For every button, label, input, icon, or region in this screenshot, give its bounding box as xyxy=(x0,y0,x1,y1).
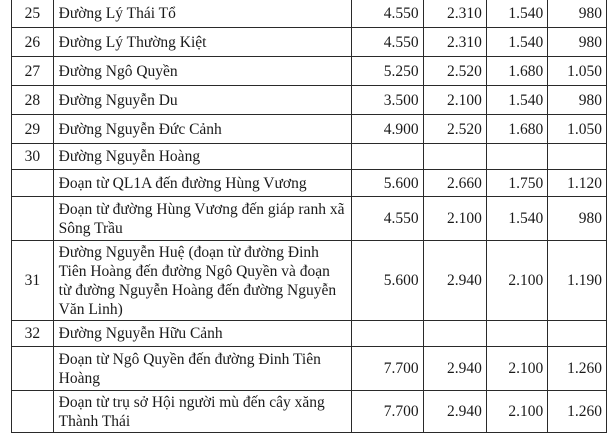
price-1: 7.700 xyxy=(352,347,423,391)
price-4: 1.260 xyxy=(548,347,607,391)
price-2: 2.100 xyxy=(423,86,486,115)
row-number: 29 xyxy=(12,115,54,144)
row-number: 30 xyxy=(12,144,54,170)
table-row xyxy=(12,170,607,197)
street-name: Đường Nguyễn Hoàng xyxy=(53,144,351,170)
row-number xyxy=(12,391,54,433)
street-name: Đường Nguyễn Đức Cảnh xyxy=(53,115,351,144)
price-1: 3.500 xyxy=(352,86,423,115)
price-4: 1.260 xyxy=(548,391,607,433)
street-segment: Đoạn từ Ngô Quyền đến đường Đinh Tiên Hoàng xyxy=(53,347,351,391)
price-1: 5.600 xyxy=(352,241,423,321)
row-number xyxy=(12,197,54,241)
price-table-container xyxy=(11,0,607,433)
land-price-table xyxy=(11,0,607,433)
price-1: 5.600 xyxy=(352,170,423,197)
price-3: 2.100 xyxy=(486,347,547,391)
street-name: Đường Nguyễn Huệ (đoạn từ đường Đinh Tiên Hoàng đến đường Ngô Quyền và đoạn từ đường Nguyễn Hoàng đến đường Nguyễn Văn Linh) xyxy=(53,241,351,321)
price-2: 2.310 xyxy=(423,0,486,28)
price-4 xyxy=(548,144,607,170)
street-name: Đường Nguyễn Hữu Cảnh xyxy=(53,321,351,347)
price-1: 4.550 xyxy=(352,197,423,241)
table-row xyxy=(12,115,607,144)
street-name: Đường Lý Thái Tổ xyxy=(53,0,351,28)
price-4: 980 xyxy=(548,28,607,57)
price-3: 1.540 xyxy=(486,86,547,115)
price-3 xyxy=(486,321,547,347)
row-number: 25 xyxy=(12,0,54,28)
price-1 xyxy=(352,144,423,170)
street-segment: Đoạn từ trụ sở Hội người mù đến cây xăng Thành Thái xyxy=(53,391,351,433)
price-2 xyxy=(423,144,486,170)
table-row xyxy=(12,0,607,28)
price-2: 2.520 xyxy=(423,115,486,144)
street-name: Đường Nguyễn Du xyxy=(53,86,351,115)
row-number: 31 xyxy=(12,241,54,321)
price-2: 2.660 xyxy=(423,170,486,197)
price-2: 2.520 xyxy=(423,57,486,86)
price-2 xyxy=(423,321,486,347)
price-3: 2.100 xyxy=(486,241,547,321)
price-1 xyxy=(352,321,423,347)
price-3: 1.540 xyxy=(486,197,547,241)
price-3: 1.540 xyxy=(486,0,547,28)
table-row xyxy=(12,57,607,86)
price-3: 1.680 xyxy=(486,57,547,86)
table-row xyxy=(12,28,607,57)
price-3: 1.750 xyxy=(486,170,547,197)
row-number: 26 xyxy=(12,28,54,57)
price-1: 5.250 xyxy=(352,57,423,86)
price-3: 2.100 xyxy=(486,391,547,433)
price-4: 980 xyxy=(548,197,607,241)
price-4: 1.050 xyxy=(548,57,607,86)
table-row-group-header xyxy=(12,321,607,347)
price-3 xyxy=(486,144,547,170)
price-4: 980 xyxy=(548,86,607,115)
price-2: 2.940 xyxy=(423,241,486,321)
price-4: 1.120 xyxy=(548,170,607,197)
price-2: 2.100 xyxy=(423,197,486,241)
row-number xyxy=(12,347,54,391)
price-2: 2.310 xyxy=(423,28,486,57)
price-4: 1.050 xyxy=(548,115,607,144)
price-1: 4.900 xyxy=(352,115,423,144)
street-name: Đường Lý Thường Kiệt xyxy=(53,28,351,57)
street-name: Đường Ngô Quyền xyxy=(53,57,351,86)
table-row xyxy=(12,86,607,115)
price-1: 4.550 xyxy=(352,0,423,28)
price-3: 1.540 xyxy=(486,28,547,57)
row-number: 27 xyxy=(12,57,54,86)
price-4: 980 xyxy=(548,0,607,28)
table-row xyxy=(12,197,607,241)
table-row-group-header xyxy=(12,144,607,170)
row-number: 28 xyxy=(12,86,54,115)
table-row xyxy=(12,241,607,321)
table-row xyxy=(12,347,607,391)
price-1: 4.550 xyxy=(352,28,423,57)
table-body xyxy=(12,0,607,433)
price-2: 2.940 xyxy=(423,391,486,433)
street-segment: Đoạn từ đường Hùng Vương đến giáp ranh xã Sông Trầu xyxy=(53,197,351,241)
price-4: 1.190 xyxy=(548,241,607,321)
street-segment: Đoạn từ QL1A đến đường Hùng Vương xyxy=(53,170,351,197)
price-1: 7.700 xyxy=(352,391,423,433)
price-3: 1.680 xyxy=(486,115,547,144)
price-2: 2.940 xyxy=(423,347,486,391)
row-number xyxy=(12,170,54,197)
table-row xyxy=(12,391,607,433)
row-number: 32 xyxy=(12,321,54,347)
price-4 xyxy=(548,321,607,347)
